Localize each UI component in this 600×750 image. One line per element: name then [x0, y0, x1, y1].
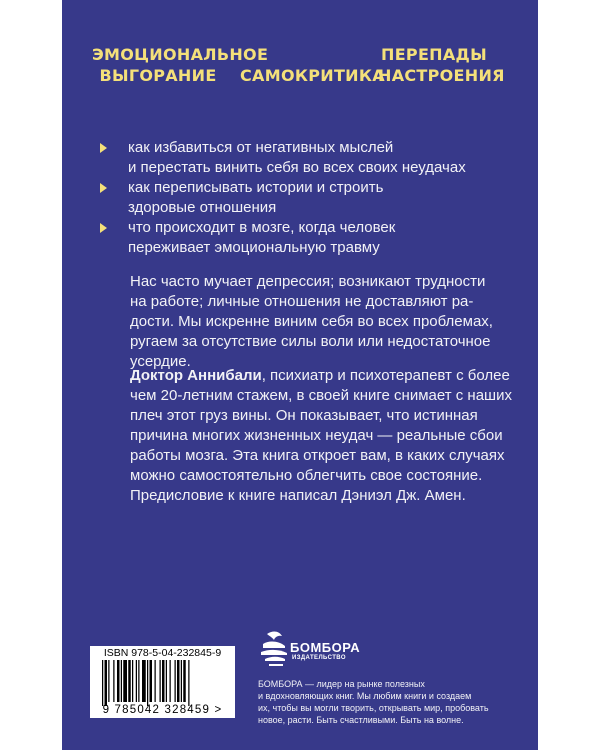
bullet-text: как переписывать истории и строить [128, 179, 384, 196]
paragraph-line: Нас часто мучает депрессия; возникают трудности [130, 273, 486, 290]
bullet-text: и перестать винить себя во всех своих неудачах [128, 159, 466, 176]
isbn-text: ISBN 978-5-04-232845-9 [103, 647, 222, 659]
paragraph-line: дости. Мы искренне виним себя во всех проблемах, [130, 313, 493, 330]
triangle-bullet-icon [100, 223, 107, 233]
tag-emotional-burnout [92, 44, 269, 86]
blurb-line: их, чтобы вы могли творить, открывать мир, пробовать [258, 703, 489, 713]
paragraph-line: причина многих жизненных неудач — реальные сбои [130, 427, 503, 444]
paragraph-line: можно самостоятельно облегчить свое состояние. [130, 467, 483, 484]
tag-self-criticism [240, 65, 385, 86]
author-name: Доктор Аннибали [130, 367, 262, 384]
paragraph-line: усердие. [130, 353, 191, 370]
paragraph-line: плеч этот груз вины. Он показывает, что истинная [130, 407, 478, 424]
bullet-text: как избавиться от негативных мыслей [128, 139, 394, 156]
bullet-text: здоровые отношения [128, 199, 277, 216]
barcode-icon [102, 660, 226, 706]
tag-line: НАСТРОЕНИЯ [378, 66, 505, 85]
paragraph-line: Предисловие к книге написал Дэниэл Дж. Амен. [130, 487, 466, 504]
publisher-logo-subtitle: ИЗДАТЕЛЬСТВО [292, 655, 346, 661]
blurb-line: новое, расти. Быть счастливыми. Быть на волне. [258, 715, 464, 725]
isbn-barcode [90, 646, 235, 718]
blurb-line: и вдохновляющих книг. Мы любим книги и создаем [258, 691, 472, 701]
tag-line: ПЕРЕПАДЫ [381, 45, 487, 64]
paragraph-text: , психиатр и психотерапевт с более [261, 367, 510, 384]
bullet-text: переживает эмоциональную травму [128, 239, 380, 256]
barcode-digits: 9 785042 328459 > [102, 704, 223, 716]
paragraph-line: работы мозга. Эта книга откроет вам, в каких случаях [130, 447, 505, 464]
tag-line: ВЫГОРАНИЕ [99, 66, 217, 85]
publisher-blurb [258, 678, 498, 726]
description-paragraph [130, 272, 495, 372]
paragraph-line: ругаем за отсутствие силы воли или недостаточное [130, 333, 491, 350]
triangle-bullet-icon [100, 183, 107, 193]
publisher-logo-name: БОМБОРА [290, 640, 361, 655]
blurb-line: БОМБОРА — лидер на рынке полезных [258, 679, 425, 689]
tag-line: ЭМОЦИОНАЛЬНОЕ [92, 45, 269, 64]
paragraph-line: чем 20-летним стажем, в своей книге снимает с наших [130, 387, 512, 404]
author-paragraph [130, 366, 512, 506]
paragraph-line [130, 366, 510, 386]
tag-line: САМОКРИТИКА [240, 66, 385, 85]
bullet-text: что происходит в мозге, когда человек [128, 219, 396, 236]
tag-mood-swings [378, 44, 505, 86]
paragraph-line: на работе; личные отношения не доставляют ра- [130, 293, 474, 310]
triangle-bullet-icon [100, 143, 107, 153]
